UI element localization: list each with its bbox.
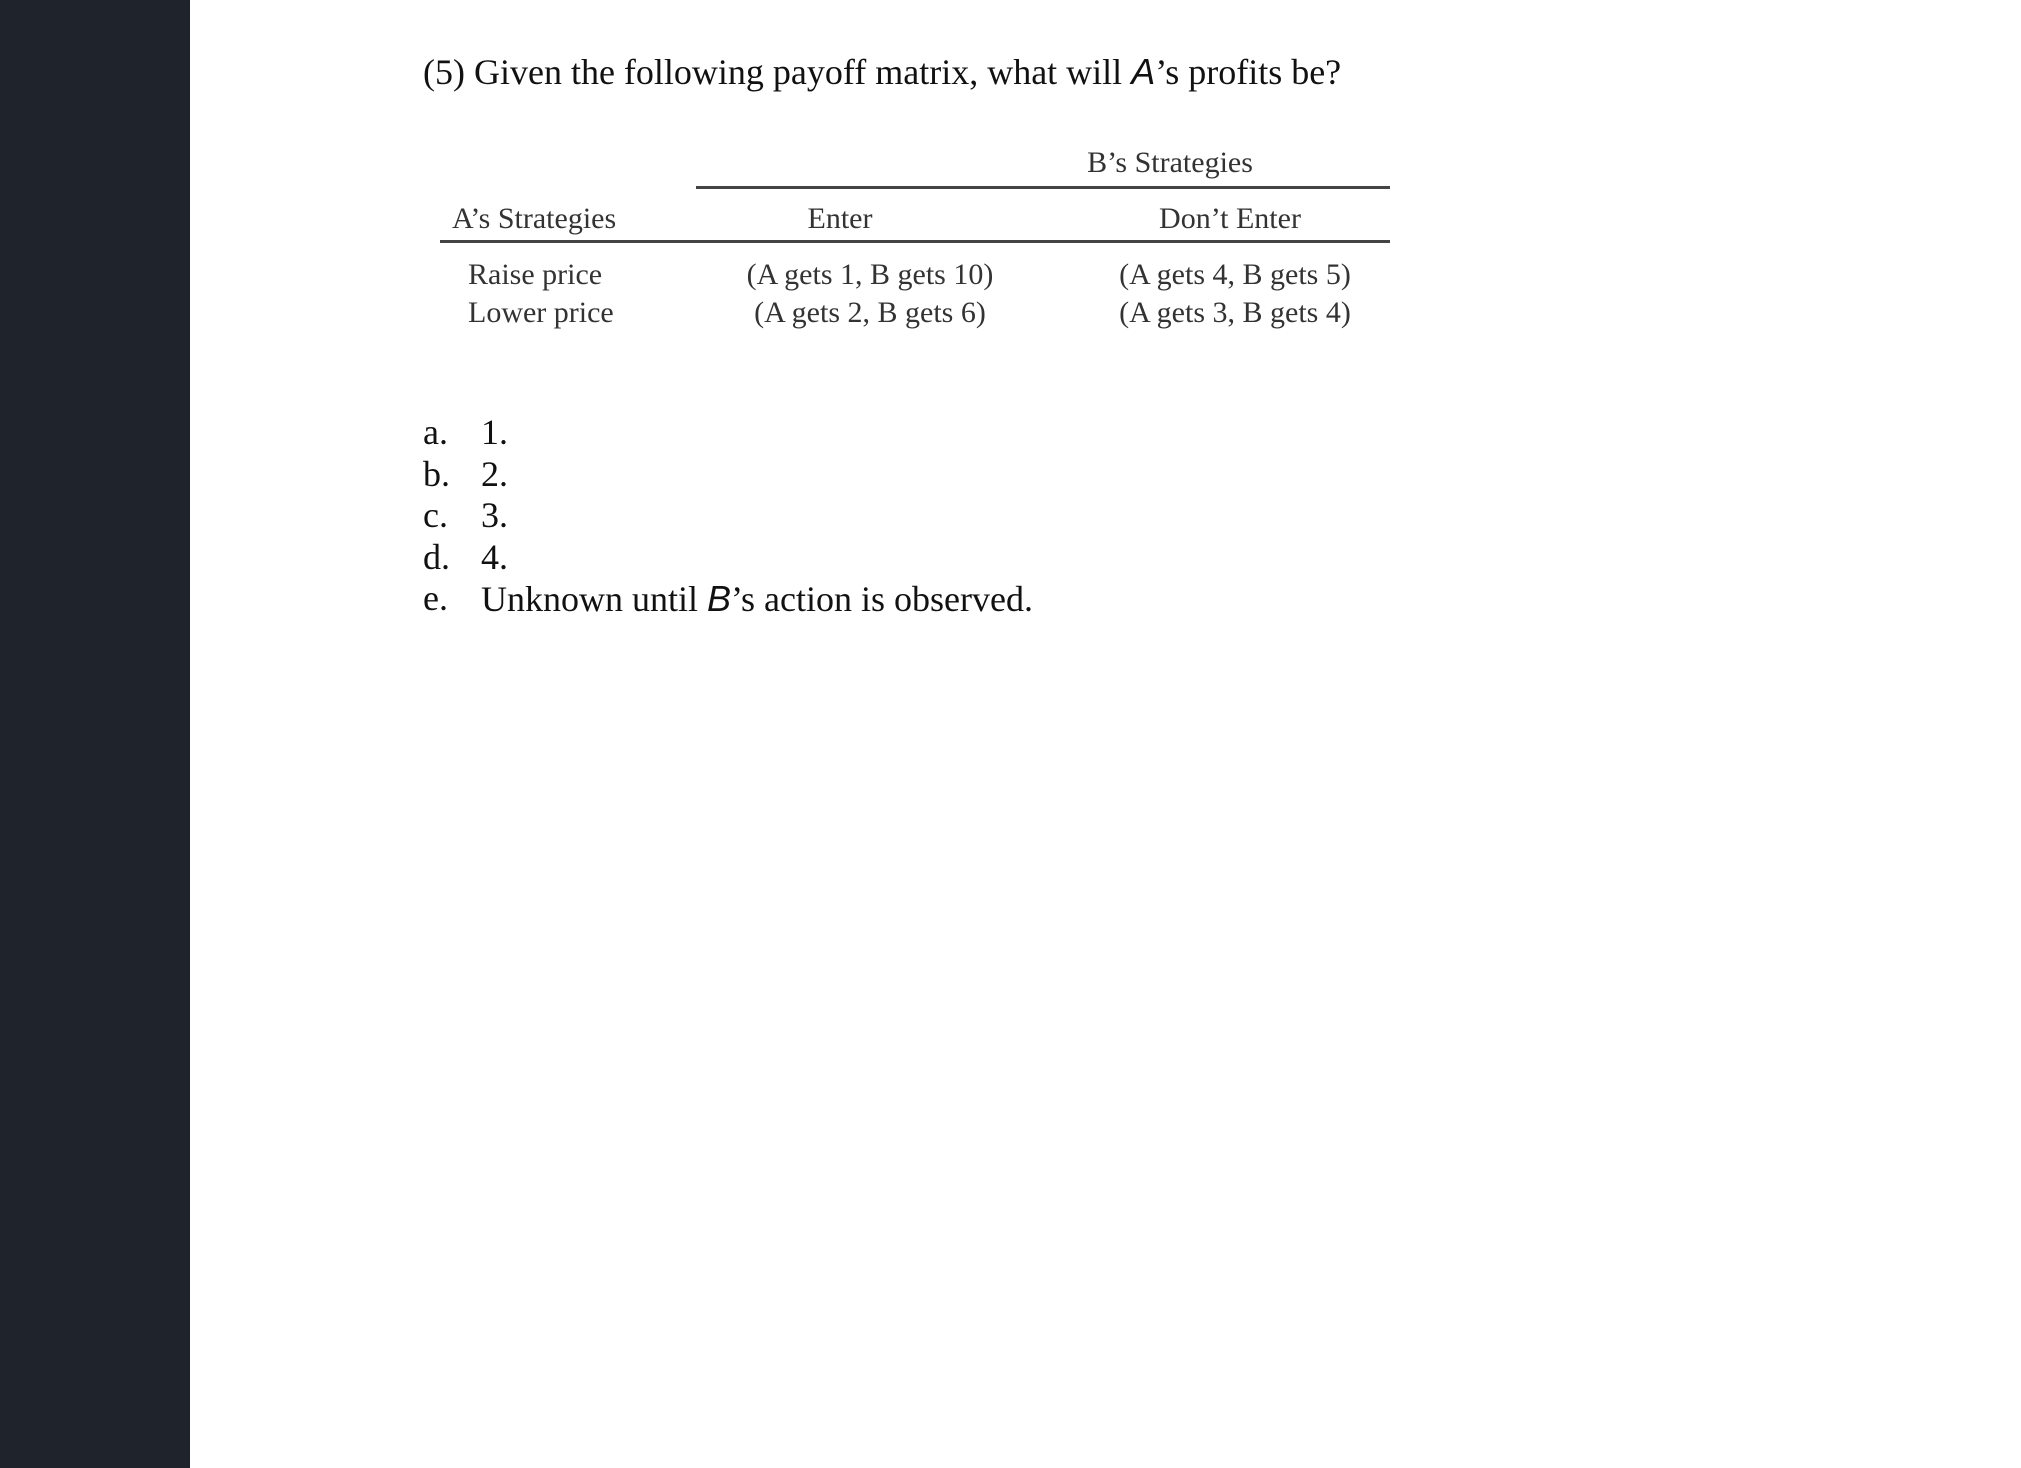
b-strategies-header: B’s Strategies xyxy=(1087,146,1253,179)
a-strategies-header: A’s Strategies xyxy=(452,202,617,235)
option-letter: a. xyxy=(423,412,448,452)
option-letter: c. xyxy=(423,495,448,535)
option-letter: d. xyxy=(423,536,450,577)
option-text xyxy=(481,578,1033,621)
left-dark-sidebar xyxy=(0,0,190,1468)
option-e-suffix: ’s action is observed. xyxy=(731,579,1033,619)
question-text xyxy=(423,48,1341,96)
option-e-variable: B xyxy=(707,578,732,619)
payoff-matrix xyxy=(440,140,1390,360)
option-letter: e. xyxy=(423,578,448,618)
row-label-lower-price: Lower price xyxy=(468,296,614,329)
option-e-prefix: Unknown until xyxy=(481,579,708,619)
row-label-raise-price: Raise price xyxy=(468,258,603,291)
option-text: 2. xyxy=(481,453,508,494)
question-prefix: (5) Given the following payoff matrix, what will xyxy=(423,52,1132,92)
header-rule-bottom xyxy=(440,240,1390,243)
payoff-lower-enter: (A gets 2, B gets 6) xyxy=(754,296,986,329)
column-header-enter: Enter xyxy=(807,202,873,235)
column-header-dont-enter: Don’t Enter xyxy=(1159,202,1301,235)
question-variable: A xyxy=(1131,51,1156,92)
option-text: 3. xyxy=(481,495,508,535)
question-suffix: ’s profits be? xyxy=(1155,52,1342,92)
header-rule-top xyxy=(696,186,1390,189)
payoff-raise-enter: (A gets 1, B gets 10) xyxy=(746,258,994,291)
option-text: 1. xyxy=(481,412,508,452)
payoff-raise-dont-enter: (A gets 4, B gets 5) xyxy=(1119,258,1351,291)
payoff-lower-dont-enter: (A gets 3, B gets 4) xyxy=(1119,296,1351,329)
option-letter: b. xyxy=(423,453,450,494)
option-text: 4. xyxy=(481,536,508,577)
